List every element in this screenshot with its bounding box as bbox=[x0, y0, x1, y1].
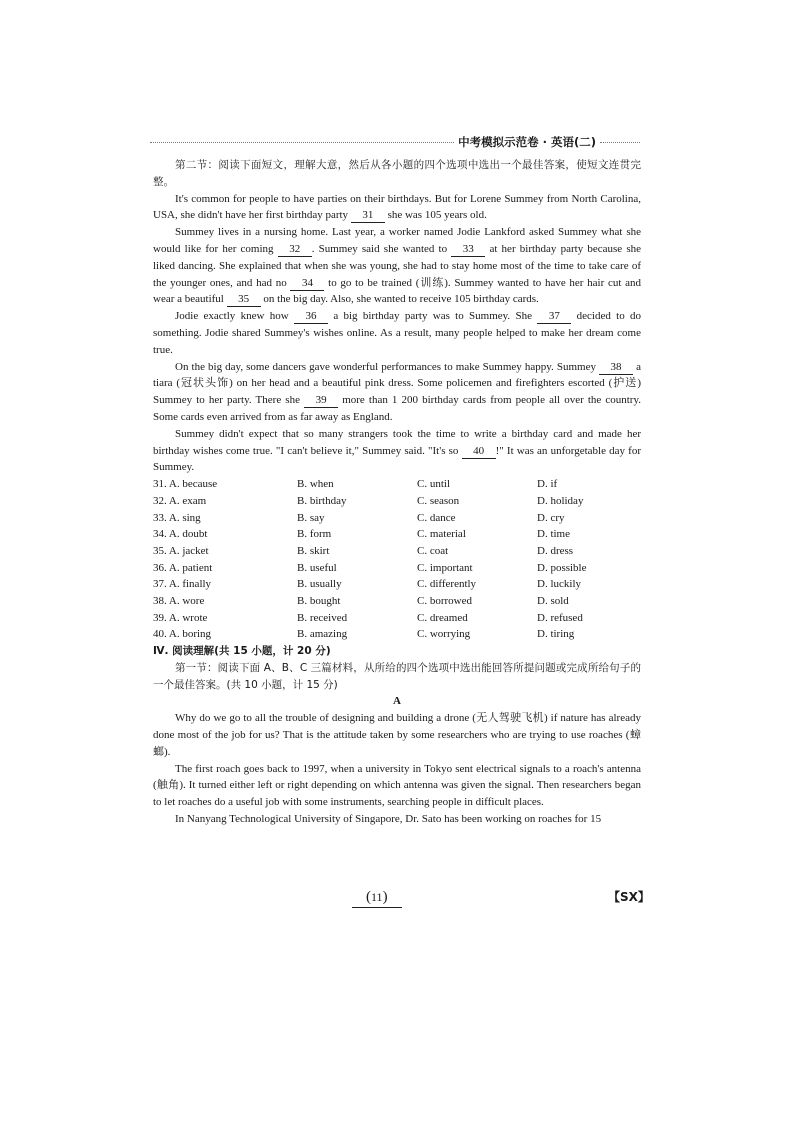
passage-a-paragraph-3: In Nanyang Technological University of Singapore, Dr. Sato has been working on roaches for 15 bbox=[175, 812, 602, 825]
part4-section1-instruction: 第一节：阅读下面 A、B、C 三篇材料，从所给的四个选项中选出能回答所提问题或完成所给句子的一个最佳答案。(共 10 小题，计 15 分) bbox=[153, 661, 641, 691]
passage-paragraph-1: It's common for people to have parties on their birthdays. But for Lorene Summey from North Carolina, USA, she didn't have her first birthday party 31 she was 105 years old. bbox=[153, 192, 641, 222]
blank-40: 40 bbox=[462, 445, 496, 459]
part4-title: Ⅳ. 阅读理解(共 15 小题，计 20 分) bbox=[153, 645, 331, 658]
option-row: 38. A. wore B. bought C. borrowed D. sold bbox=[153, 594, 569, 607]
passage-a-paragraph-2: The first roach goes back to 1997, when a university in Tokyo sent electrical signals to a roach's antenna (触角). It turned either left or right depending on which antenna was given the signal. Then researchers began to let roaches do a useful job with some instruments, searching people in difficult places. bbox=[153, 762, 641, 809]
option-row: 36. A. patient B. useful C. important D. possible bbox=[153, 561, 587, 574]
header-dotted-rule-left bbox=[150, 142, 454, 143]
option-row: 39. A. wrote B. received C. dreamed D. refused bbox=[153, 611, 583, 624]
option-row: 32. A. exam B. birthday C. season D. holiday bbox=[153, 494, 584, 507]
blank-35: 35 bbox=[227, 293, 261, 307]
header-title: 中考模拟示范卷 · 英语(二) bbox=[458, 135, 596, 149]
section2-instruction: 第二节：阅读下面短文，理解大意，然后从各小题的四个选项中选出一个最佳答案，使短文连贯完整。 bbox=[153, 159, 641, 188]
option-row: 31. A. because B. when C. until D. if bbox=[153, 478, 558, 491]
left-paren-icon: ( bbox=[366, 889, 371, 905]
page-number-text: 11 bbox=[371, 890, 383, 904]
header-dotted-rule-right bbox=[600, 142, 640, 143]
passage-paragraph-3: Jodie exactly knew how 36 a big birthday party was to Summey. She 37 decided to do something. Jodie shared Summey's wishes online. As a result, many people helped to make her dream come true. bbox=[153, 310, 642, 356]
passage-a-paragraph-1: Why do we go to all the trouble of designing and building a drone (无人驾驶飞机) if nature has already done most of the job for us? That is the attitude taken by some researchers who are trying to use roaches (蟑螂). bbox=[153, 712, 641, 758]
blank-33: 33 bbox=[451, 243, 485, 257]
right-paren-icon: ) bbox=[382, 889, 388, 905]
page-content bbox=[153, 157, 641, 828]
passage-paragraph-4: On the big day, some dancers gave wonderful performances to make Summey happy. Summey 38 a tiara (冠状头饰) on her head and a beautiful pink dress. Some policemen and firefighters escorted (护送) Summey to her party. There she 39 more than 1 200 birthday cards from people all over the country. Some cards even arrived from as far away as England. bbox=[153, 360, 642, 423]
option-row: 35. A. jacket B. skirt C. coat D. dress bbox=[153, 544, 574, 557]
blank-36: 36 bbox=[294, 310, 328, 324]
region-tag: 【SX】 bbox=[608, 890, 650, 904]
page-header bbox=[150, 134, 640, 150]
option-row: 34. A. doubt B. form C. material D. time bbox=[153, 528, 570, 541]
blank-38: 38 bbox=[599, 361, 633, 375]
blank-34: 34 bbox=[290, 277, 324, 291]
blank-39: 39 bbox=[304, 394, 338, 408]
blank-37: 37 bbox=[537, 310, 571, 324]
answer-options bbox=[153, 476, 641, 643]
blank-31: 31 bbox=[351, 209, 385, 223]
option-row: 37. A. finally B. usually C. differently D. luckily bbox=[153, 578, 581, 591]
passage-a-label: A bbox=[393, 695, 401, 708]
blank-32: 32 bbox=[278, 243, 312, 257]
option-row: 33. A. sing B. say C. dance D. cry bbox=[153, 511, 565, 524]
option-row: 40. A. boring B. amazing C. worrying D. tiring bbox=[153, 628, 575, 641]
passage-paragraph-5: Summey didn't expect that so many strangers took the time to write a birthday card and made her birthday wishes come true. "I can't believe it," Summey said. "It's so 40 !" It was an unforgetable day for Summey. bbox=[153, 427, 641, 474]
page-number bbox=[352, 889, 402, 908]
passage-paragraph-2: Summey lives in a nursing home. Last year, a worker named Jodie Lankford asked Summey what she would like for her coming 32 . Summey said she wanted to 33 at her birthday party because she liked dancing. She explained that when she was young, she had to stay home most of the time to take care of the younger ones, and had no 34 to go to be trained (训练). Summey wanted to have her hair cut and wear a beautiful 35 on the big day. Also, she wanted to receive 105 birthday cards. bbox=[153, 226, 642, 306]
